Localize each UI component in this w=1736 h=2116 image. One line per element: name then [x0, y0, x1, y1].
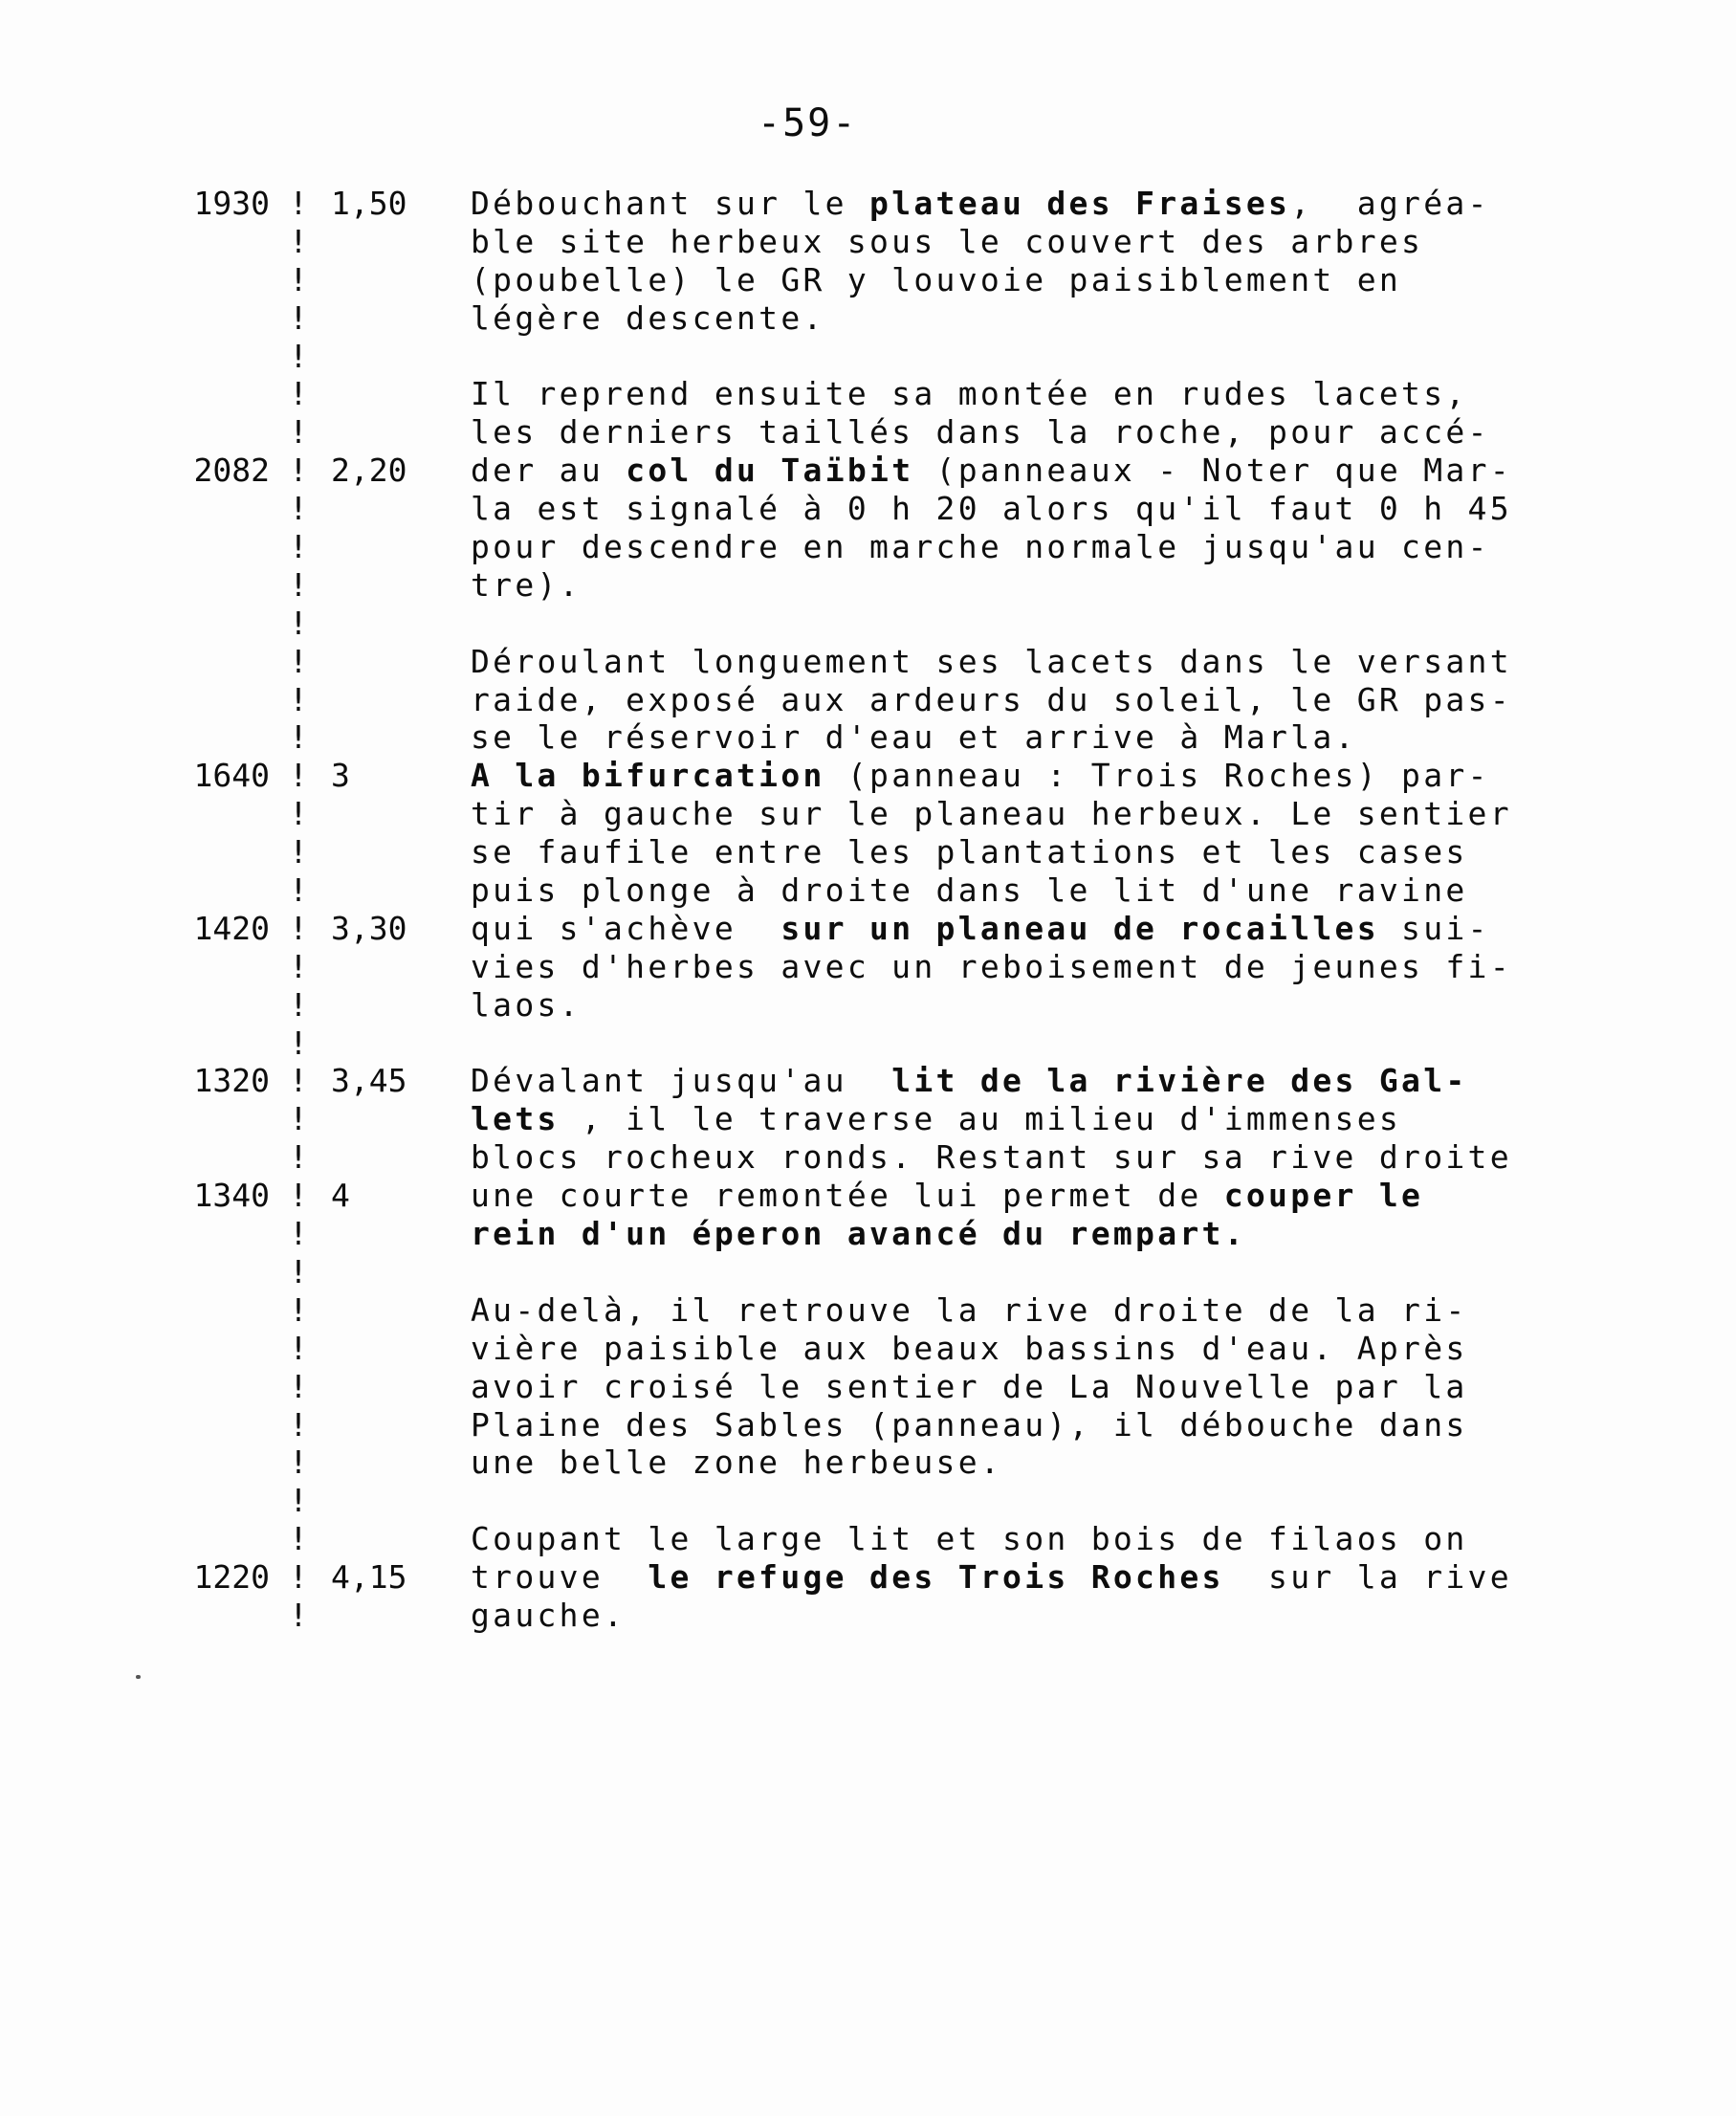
itinerary-line — [0, 681, 1736, 719]
description-text — [471, 452, 1580, 490]
text-run: (poubelle) le GR y louvoie paisiblement en — [471, 260, 1402, 298]
altitude-value: 1640 — [193, 757, 270, 795]
itinerary-line — [0, 413, 1736, 452]
column-separator: ! — [289, 642, 308, 680]
column-separator: ! — [289, 1252, 308, 1290]
description-text — [471, 299, 1580, 338]
description-text — [471, 566, 1580, 605]
description-text — [471, 643, 1580, 681]
itinerary-line — [0, 1253, 1736, 1291]
description-text — [471, 1444, 1580, 1482]
itinerary-line — [0, 795, 1736, 833]
column-separator: ! — [289, 985, 308, 1024]
text-run: der au — [471, 452, 626, 490]
description-text — [471, 1138, 1580, 1177]
text-run: la est signalé à 0 h 20 alors qu'il faut 0 h 45 — [471, 490, 1512, 528]
description-text — [471, 1330, 1580, 1368]
itinerary-line — [0, 1444, 1736, 1482]
text-run: , il le traverse au milieu d'immenses — [559, 1100, 1402, 1138]
column-separator: ! — [289, 871, 308, 910]
column-separator: ! — [289, 413, 308, 452]
description-text — [471, 910, 1580, 948]
bold-place-name: rein d'un éperon avancé du rempart. — [471, 1215, 1246, 1253]
itinerary-line — [0, 1138, 1736, 1177]
itinerary-line — [0, 1520, 1736, 1558]
itinerary-line — [0, 490, 1736, 528]
column-separator: ! — [289, 1329, 308, 1367]
description-text — [471, 1368, 1580, 1406]
itinerary-line — [0, 1482, 1736, 1520]
altitude-value: 1340 — [193, 1177, 270, 1215]
distance-value: 3,45 — [331, 1062, 407, 1100]
description-text — [471, 375, 1580, 413]
text-run: sur la rive — [1223, 1558, 1512, 1597]
column-separator: ! — [289, 718, 308, 757]
page-number: -59- — [758, 101, 858, 145]
text-run: tre). — [471, 565, 582, 604]
text-run: Dévalant jusqu'au — [471, 1062, 892, 1100]
itinerary-line — [0, 1062, 1736, 1100]
column-separator: ! — [289, 909, 308, 947]
text-run: blocs rocheux ronds. Restant sur sa rive droite — [471, 1138, 1512, 1177]
itinerary-line — [0, 1406, 1736, 1444]
itinerary-line — [0, 338, 1736, 376]
description-text — [471, 948, 1580, 986]
bold-place-name: A la bifurcation — [471, 757, 825, 795]
description-text — [471, 718, 1580, 757]
bold-place-name: col du Taïbit — [626, 452, 914, 490]
column-separator: ! — [289, 1100, 308, 1138]
text-run: laos. — [471, 985, 582, 1024]
column-separator: ! — [289, 452, 308, 490]
text-run: tir à gauche sur le planeau herbeux. Le sentier — [471, 795, 1512, 833]
description-text — [471, 681, 1580, 719]
text-run: une courte remontée lui permet de — [471, 1177, 1224, 1215]
itinerary-line — [0, 833, 1736, 871]
text-run: qui s'achève — [471, 909, 781, 947]
itinerary-line — [0, 757, 1736, 795]
distance-value: 3 — [331, 757, 350, 795]
altitude-value: 2082 — [193, 452, 270, 490]
text-run: sui- — [1378, 909, 1490, 947]
itinerary-line — [0, 1597, 1736, 1635]
description-text — [471, 1215, 1580, 1253]
description-text — [471, 1520, 1580, 1558]
itinerary-line — [0, 605, 1736, 643]
bold-place-name: le refuge des Trois Roches — [648, 1558, 1224, 1597]
itinerary-line — [0, 643, 1736, 681]
description-text — [471, 795, 1580, 833]
description-text — [471, 1177, 1580, 1215]
text-run: trouve — [471, 1558, 648, 1597]
ink-speck — [136, 1675, 141, 1679]
description-text — [471, 1597, 1580, 1635]
itinerary-line — [0, 299, 1736, 338]
column-separator: ! — [289, 1596, 308, 1634]
distance-value: 3,30 — [331, 909, 407, 947]
text-run: ble site herbeux sous le couvert des arbres — [471, 222, 1424, 260]
itinerary-line — [0, 185, 1736, 223]
bold-place-name: couper le — [1223, 1177, 1424, 1215]
description-text — [471, 1406, 1580, 1444]
column-separator: ! — [289, 337, 308, 375]
itinerary-line — [0, 566, 1736, 605]
bold-place-name: lit de la rivière des Gal- — [891, 1062, 1468, 1100]
text-run: vies d'herbes avec un reboisement de jeunes fi- — [471, 947, 1512, 985]
itinerary-line — [0, 452, 1736, 490]
text-run: avoir croisé le sentier de La Nouvelle par la — [471, 1367, 1468, 1405]
column-separator: ! — [289, 795, 308, 833]
itinerary-line — [0, 223, 1736, 261]
description-text — [471, 986, 1580, 1025]
column-separator: ! — [289, 1177, 308, 1215]
column-separator: ! — [289, 1138, 308, 1177]
description-text — [471, 1062, 1580, 1100]
distance-value: 4,15 — [331, 1558, 407, 1597]
description-text — [471, 871, 1580, 910]
text-run: Plaine des Sables (panneau), il débouche dans — [471, 1405, 1468, 1444]
text-run: Au-delà, il retrouve la rive droite de la ri- — [471, 1290, 1468, 1329]
text-run: Déroulant longuement ses lacets dans le versant — [471, 642, 1512, 680]
column-separator: ! — [289, 565, 308, 604]
description-text — [471, 833, 1580, 871]
distance-value: 1,50 — [331, 185, 407, 222]
altitude-value: 1320 — [193, 1062, 270, 1100]
text-run: raide, exposé aux ardeurs du soleil, le GR pas- — [471, 680, 1512, 718]
itinerary-line — [0, 1025, 1736, 1063]
description-text — [471, 528, 1580, 566]
column-separator: ! — [289, 1405, 308, 1444]
bold-place-name: plateau des Fraises — [869, 185, 1291, 222]
bold-place-name: sur un planeau de rocailles — [780, 909, 1379, 947]
distance-value: 2,20 — [331, 452, 407, 490]
column-separator: ! — [289, 185, 308, 222]
itinerary-line — [0, 948, 1736, 986]
description-text — [471, 1291, 1580, 1330]
itinerary-line — [0, 871, 1736, 910]
column-separator: ! — [289, 222, 308, 260]
itinerary-line — [0, 528, 1736, 566]
text-run: gauche. — [471, 1596, 626, 1634]
text-run: puis plonge à droite dans le lit d'une ravine — [471, 871, 1468, 910]
text-run: une belle zone herbeuse. — [471, 1444, 1003, 1482]
column-separator: ! — [289, 757, 308, 795]
itinerary-line — [0, 261, 1736, 299]
bold-place-name: lets — [471, 1100, 560, 1138]
column-separator: ! — [289, 1482, 308, 1520]
itinerary-line — [0, 910, 1736, 948]
text-run: se le réservoir d'eau et arrive à Marla. — [471, 718, 1357, 757]
column-separator: ! — [289, 260, 308, 298]
text-run: les derniers taillés dans la roche, pour accé- — [471, 413, 1490, 452]
text-run: (panneaux - Noter que Mar- — [913, 452, 1512, 490]
description-text — [471, 185, 1580, 223]
itinerary-line — [0, 1177, 1736, 1215]
description-text — [471, 490, 1580, 528]
column-separator: ! — [289, 1444, 308, 1482]
itinerary-line — [0, 718, 1736, 757]
column-separator: ! — [289, 1290, 308, 1329]
text-run: Il reprend ensuite sa montée en rudes lacets, — [471, 375, 1468, 413]
column-separator: ! — [289, 1520, 308, 1558]
text-run: légère descente. — [471, 298, 825, 337]
description-text — [471, 413, 1580, 452]
column-separator: ! — [289, 680, 308, 718]
column-separator: ! — [289, 490, 308, 528]
column-separator: ! — [289, 528, 308, 566]
description-text — [471, 1558, 1580, 1597]
description-text — [471, 223, 1580, 261]
column-separator: ! — [289, 1558, 308, 1597]
column-separator: ! — [289, 1062, 308, 1100]
column-separator: ! — [289, 833, 308, 871]
altitude-value: 1220 — [193, 1558, 270, 1597]
altitude-value: 1420 — [193, 909, 270, 947]
text-run: , agréa- — [1290, 185, 1490, 222]
text-run: (panneau : Trois Roches) par- — [824, 757, 1490, 795]
altitude-value: 1930 — [193, 185, 270, 222]
itinerary-line — [0, 1100, 1736, 1138]
itinerary-line — [0, 1558, 1736, 1597]
column-separator: ! — [289, 1367, 308, 1405]
description-text — [471, 757, 1580, 795]
itinerary-line — [0, 986, 1736, 1025]
itinerary-line — [0, 1291, 1736, 1330]
column-separator: ! — [289, 298, 308, 337]
column-separator: ! — [289, 1215, 308, 1253]
itinerary-line — [0, 1215, 1736, 1253]
text-run: se faufile entre les plantations et les cases — [471, 833, 1468, 871]
column-separator: ! — [289, 604, 308, 642]
column-separator: ! — [289, 375, 308, 413]
itinerary-line — [0, 1368, 1736, 1406]
text-run: Coupant le large lit et son bois de filaos on — [471, 1520, 1468, 1558]
itinerary-line — [0, 375, 1736, 413]
column-separator: ! — [289, 1024, 308, 1062]
distance-value: 4 — [331, 1177, 350, 1215]
column-separator: ! — [289, 947, 308, 985]
text-run: pour descendre en marche normale jusqu'au cen- — [471, 528, 1490, 566]
itinerary-line — [0, 1330, 1736, 1368]
text-run: Débouchant sur le — [471, 185, 870, 222]
description-text — [471, 261, 1580, 299]
itinerary-table — [0, 185, 1736, 1635]
description-text — [471, 1100, 1580, 1138]
text-run: vière paisible aux beaux bassins d'eau. Après — [471, 1329, 1468, 1367]
